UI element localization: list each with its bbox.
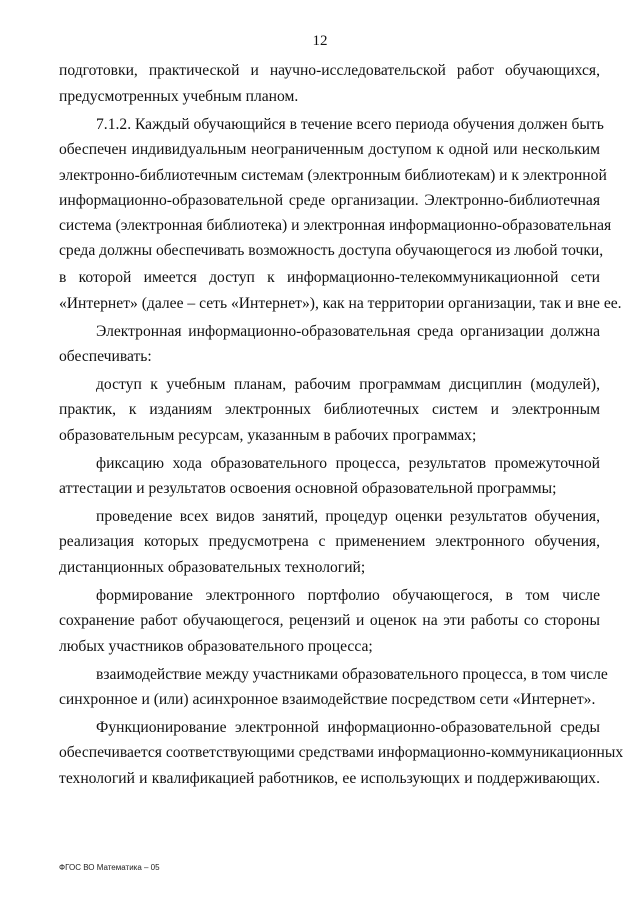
text-line: система (электронная библиотека) и электронная информационно-образовательная	[59, 217, 612, 234]
text-line: предусмотренных учебным планом.	[59, 88, 299, 105]
text-line: среда должны обеспечивать возможность доступа обучающегося из любой точки,	[59, 242, 604, 259]
text-line: обеспечивается соответствующими средствами информационно-коммуникационных	[59, 744, 624, 761]
text-line: обеспечен индивидуальным неограниченным доступом к одной или нескольким	[59, 141, 600, 158]
text-line: Функционирование электронной информационно-образовательной среды	[96, 719, 600, 736]
text-line: аттестации и результатов освоения основной образовательной программы;	[59, 480, 557, 497]
text-line: практик, к изданиям электронных библиотечных систем и электронным	[59, 401, 600, 418]
text-line: доступ к учебным планам, рабочим программам дисциплин (модулей),	[96, 376, 600, 393]
text-line: формирование электронного портфолио обучающегося, в том числе	[96, 587, 600, 604]
text-line: образовательным ресурсам, указанным в рабочих программах;	[59, 427, 477, 444]
text-line: информационно-образовательной среде организации. Электронно-библиотечная	[59, 192, 600, 209]
page-number: 12	[312, 33, 328, 49]
text-line: синхронное и (или) асинхронное взаимодействие посредством сети «Интернет».	[59, 691, 596, 708]
text-line: «Интернет» (далее – сеть «Интернет»), как на территории организации, так и вне ее.	[59, 295, 622, 312]
text-line: подготовки, практической и научно-исследовательской работ обучающихся,	[59, 62, 600, 79]
text-line: реализация которых предусмотрена с применением электронного обучения,	[59, 533, 600, 550]
text-line: фиксацию хода образовательного процесса, результатов промежуточной	[96, 455, 600, 472]
text-line: любых участников образовательного процесса;	[59, 638, 373, 655]
text-line: сохранение работ обучающегося, рецензий и оценок на эти работы со стороны	[59, 612, 600, 629]
text-line: Электронная информационно-образовательная среда организации должна	[96, 323, 600, 340]
text-line: 7.1.2. Каждый обучающийся в течение всего периода обучения должен быть	[96, 116, 604, 133]
document-footer: ФГОС ВО Математика – 05	[59, 863, 160, 872]
text-line: в которой имеется доступ к информационно-телекоммуникационной сети	[59, 269, 600, 286]
text-line: взаимодействие между участниками образовательного процесса, в том числе	[96, 666, 608, 683]
text-line: обеспечивать:	[59, 348, 152, 365]
text-line: технологий и квалификацией работников, ее использующих и поддерживающих.	[59, 770, 600, 787]
text-line: проведение всех видов занятий, процедур оценки результатов обучения,	[96, 508, 600, 525]
text-line: дистанционных образовательных технологий;	[59, 559, 366, 576]
text-line: электронно-библиотечным системам (электронным библиотекам) и к электронной	[59, 167, 607, 184]
